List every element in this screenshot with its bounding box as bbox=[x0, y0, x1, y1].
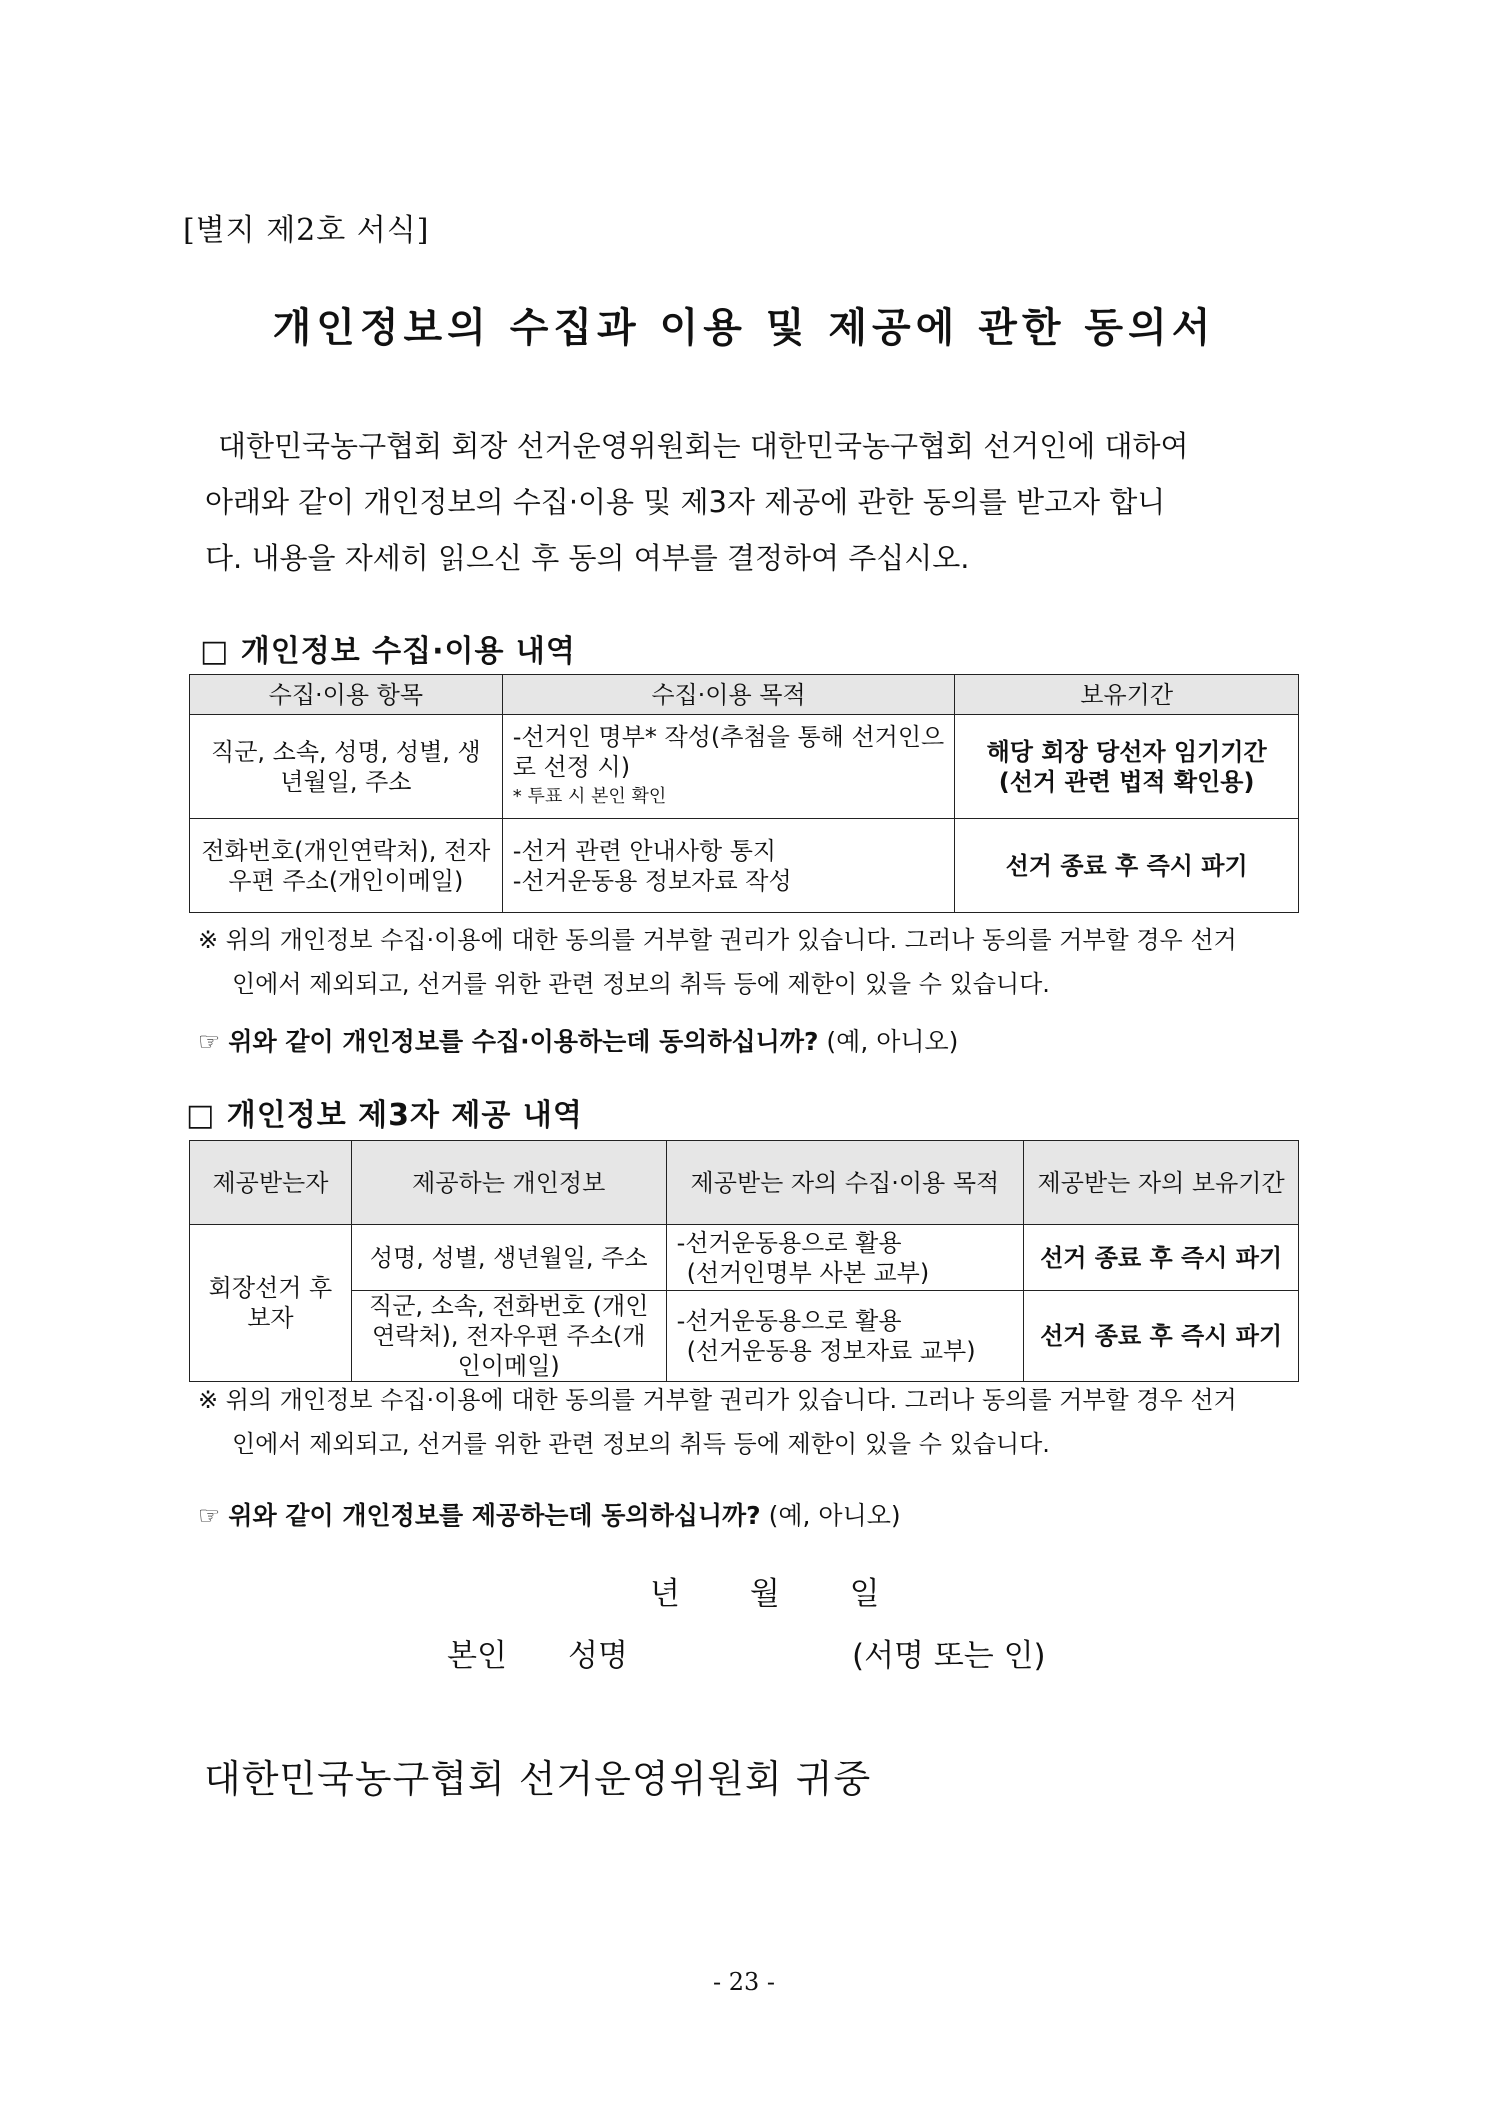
intro-line: 아래와 같이 개인정보의 수집·이용 및 제3자 제공에 관한 동의를 받고자 합니 bbox=[205, 485, 1166, 519]
retention-text: 해당 회장 당선자 임기기간 bbox=[986, 737, 1267, 766]
purpose-text: -선거인 명부* 작성(추첨을 통해 선거인으로 선정 시) bbox=[512, 722, 945, 781]
table-header: 수집·이용 항목 bbox=[190, 675, 503, 715]
intro-paragraph bbox=[205, 418, 1310, 586]
retention-text: 선거 종료 후 즉시 파기 bbox=[1024, 1225, 1299, 1291]
purpose-cell bbox=[502, 715, 955, 819]
table-header: 제공하는 개인정보 bbox=[351, 1141, 666, 1225]
collected-items: 전화번호(개인연락처), 전자우편 주소(개인이메일) bbox=[190, 819, 503, 913]
purpose-text: -선거운동용으로 활용 bbox=[676, 1228, 902, 1257]
month-label: 월 bbox=[749, 1576, 780, 1612]
purpose-cell bbox=[666, 1225, 1024, 1291]
purpose-text: (선거인명부 사본 교부) bbox=[686, 1258, 930, 1287]
answer-options[interactable]: (예, 아니오) bbox=[760, 1501, 901, 1530]
addressee: 대한민국농구협회 선거운영위원회 귀중 bbox=[204, 1757, 872, 1801]
table-row bbox=[190, 1225, 1299, 1291]
intro-line: 대한민국농구협회 회장 선거운영위원회는 대한민국농구협회 선거인에 대하여 bbox=[218, 429, 1189, 463]
refusal-notice bbox=[198, 918, 1308, 1006]
table-header: 수집·이용 목적 bbox=[502, 675, 955, 715]
question-text: 위와 같이 개인정보를 수집·이용하는데 동의하십니까? bbox=[228, 1027, 819, 1056]
pointing-hand-icon: ☞ bbox=[198, 1027, 229, 1056]
retention-text: 선거 종료 후 즉시 파기 bbox=[1024, 1291, 1299, 1382]
provided-info: 직군, 소속, 전화번호 (개인연락처), 전자우편 주소(개인이메일) bbox=[351, 1291, 666, 1382]
collection-use-table bbox=[189, 674, 1299, 913]
page-number: - 23 - bbox=[712, 1968, 775, 1996]
document-title: 개인정보의 수집과 이용 및 제공에 관한 동의서 bbox=[272, 304, 1216, 351]
purpose-text: (선거운동용 정보자료 교부) bbox=[686, 1337, 976, 1365]
purpose-text: -선거운동용으로 활용 bbox=[676, 1307, 902, 1335]
intro-line: 다. 내용을 자세히 읽으신 후 동의 여부를 결정하여 주십시오. bbox=[205, 541, 970, 575]
purpose-cell bbox=[666, 1291, 1024, 1382]
table-row bbox=[190, 715, 1299, 819]
refusal-notice bbox=[198, 1378, 1308, 1466]
signature-field[interactable]: (서명 또는 인) bbox=[852, 1638, 1046, 1674]
retention-text: 선거 종료 후 즉시 파기 bbox=[955, 819, 1299, 913]
retention-text: (선거 관련 법적 확인용) bbox=[998, 767, 1255, 796]
collected-items: 직군, 소속, 성명, 성별, 생년월일, 주소 bbox=[190, 715, 503, 819]
retention-cell bbox=[955, 715, 1299, 819]
notice-line: 인에서 제외되고, 선거를 위한 관련 정보의 취득 등에 제한이 있을 수 있습니다. bbox=[232, 1430, 1050, 1458]
table-header: 제공받는 자의 보유기간 bbox=[1024, 1141, 1299, 1225]
purpose-text: -선거 관련 안내사항 통지 bbox=[512, 836, 777, 865]
notice-line: ※ 위의 개인정보 수집·이용에 대한 동의를 거부할 권리가 있습니다. 그러나 동의를 거부할 경우 선거 bbox=[198, 926, 1237, 954]
recipient-cell: 회장선거 후보자 bbox=[190, 1225, 352, 1382]
pointing-hand-icon: ☞ bbox=[198, 1501, 229, 1530]
table-header: 제공받는 자의 수집·이용 목적 bbox=[666, 1141, 1024, 1225]
name-label: 성명 bbox=[568, 1638, 628, 1674]
purpose-cell bbox=[502, 819, 955, 913]
section1-heading: □ 개인정보 수집·이용 내역 bbox=[200, 634, 576, 669]
purpose-footnote: * 투표 시 본인 확인 bbox=[512, 785, 667, 807]
table-header: 제공받는자 bbox=[190, 1141, 352, 1225]
form-label: [별지 제2호 서식] bbox=[183, 213, 430, 248]
self-label: 본인 bbox=[447, 1638, 507, 1674]
question-text: 위와 같이 개인정보를 제공하는데 동의하십니까? bbox=[228, 1501, 761, 1530]
provided-info: 성명, 성별, 생년월일, 주소 bbox=[351, 1225, 666, 1291]
notice-line: 인에서 제외되고, 선거를 위한 관련 정보의 취득 등에 제한이 있을 수 있습니다. bbox=[232, 970, 1050, 998]
answer-options[interactable]: (예, 아니오) bbox=[818, 1027, 959, 1056]
consent-question bbox=[198, 1022, 958, 1058]
table-header: 보유기간 bbox=[955, 675, 1299, 715]
notice-line: ※ 위의 개인정보 수집·이용에 대한 동의를 거부할 권리가 있습니다. 그러나 동의를 거부할 경우 선거 bbox=[198, 1386, 1237, 1414]
year-label: 년 bbox=[650, 1576, 680, 1612]
date-line bbox=[650, 1568, 940, 1613]
consent-question bbox=[198, 1496, 901, 1532]
third-party-table bbox=[189, 1140, 1299, 1382]
section2-heading: □ 개인정보 제3자 제공 내역 bbox=[186, 1098, 583, 1133]
table-row bbox=[190, 1291, 1299, 1382]
day-label: 일 bbox=[849, 1576, 880, 1612]
purpose-text: -선거운동용 정보자료 작성 bbox=[512, 866, 792, 895]
table-row bbox=[190, 819, 1299, 913]
